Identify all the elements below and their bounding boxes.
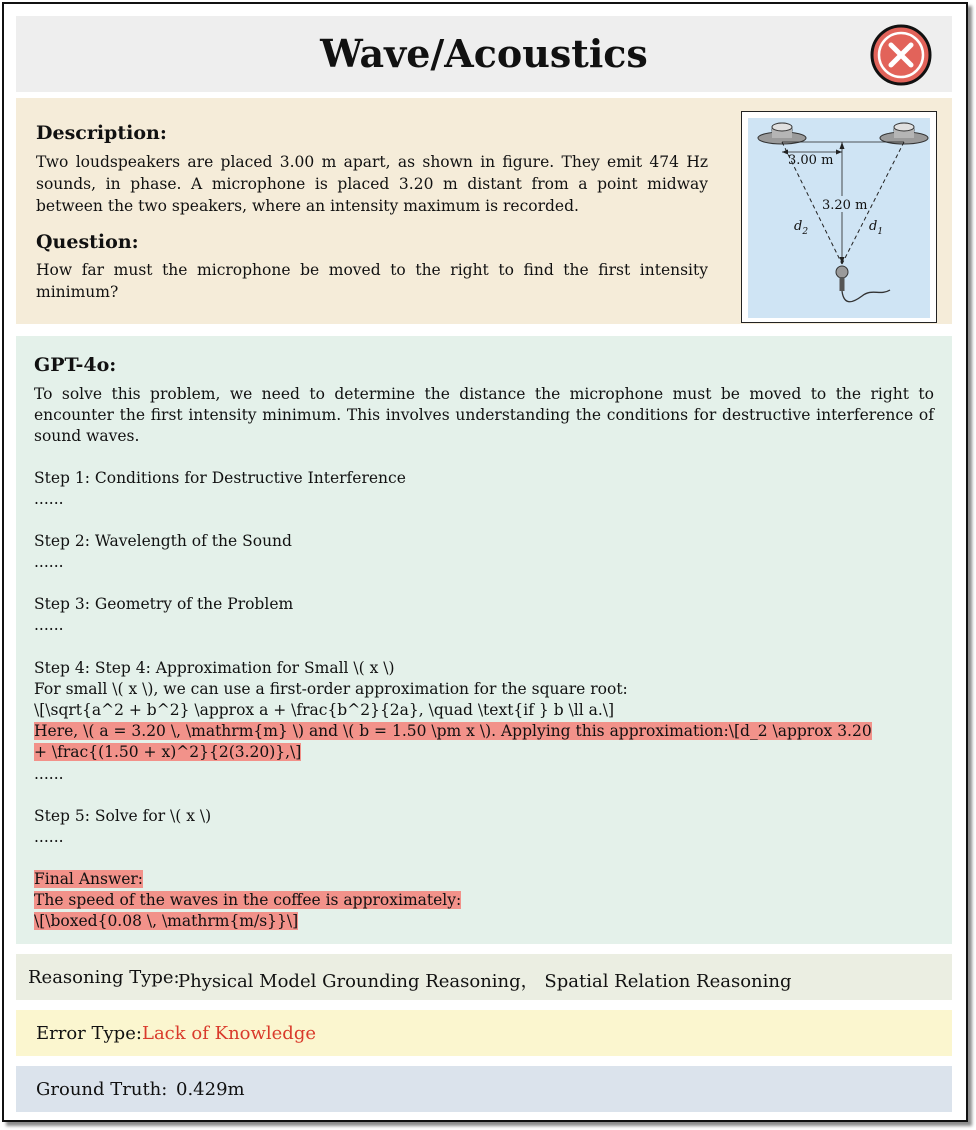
step-3: Step 3: Geometry of the Problem <box>34 595 294 613</box>
error-highlight: Final Answer: <box>34 870 144 888</box>
reasoning-type-label: Reasoning Type: <box>28 967 180 988</box>
reasoning-type-value: Physical Model Grounding Reasoning， Spatial Relation Reasoning <box>178 971 792 992</box>
figure-background <box>748 118 930 318</box>
step-4-ellipsis: ...... <box>34 765 64 783</box>
error-highlight: Here, \( a = 3.20 \, \mathrm{m} \) and \( b = 1.50 \pm x \). Applying this approximation:\[d_2 \approx 3.20 <box>34 722 872 740</box>
ground-truth-bar <box>16 1066 952 1112</box>
step-4-error-line-2 <box>34 742 301 763</box>
step-1-ellipsis: ...... <box>34 490 64 508</box>
question-heading: Question: <box>36 231 139 253</box>
error-highlight: + \frac{(1.50 + x)^2}{2(3.20)},\] <box>34 743 302 761</box>
step-2: Step 2: Wavelength of the Sound <box>34 532 292 550</box>
model-name: GPT-4o: <box>34 354 117 376</box>
step-4-error-line-1 <box>34 721 872 742</box>
question-text: How far must the microphone be moved to the right to find the first intensity minimum? <box>36 261 708 301</box>
d1-label: $d_1$ <box>869 219 884 237</box>
error-type-bar <box>16 1010 952 1056</box>
page-title: Wave/Acoustics <box>320 31 648 76</box>
description-heading: Description: <box>36 122 167 144</box>
step-4: Step 4: Step 4: Approximation for Small \( x \) <box>34 659 395 677</box>
step-2-ellipsis: ...... <box>34 553 64 571</box>
final-answer-label <box>34 869 143 890</box>
distance-label: 3.20 m <box>822 198 868 213</box>
d2-label: $d_2$ <box>794 219 809 237</box>
ground-truth-label: Ground Truth: <box>36 1079 168 1100</box>
reasoning-type-bar <box>16 954 952 1000</box>
error-highlight: \[\boxed{0.08 \, \mathrm{m/s}}\] <box>34 912 299 930</box>
card-frame <box>2 2 968 1122</box>
separation-label: 3.00 m <box>788 153 834 168</box>
description-section <box>16 98 952 324</box>
description-text: Two loudspeakers are placed 3.00 m apart, as shown in figure. They emit 474 Hz sounds, in phase. A microphone is placed 3.20 m distant from a point midway between the two speakers, where an intensity maximum is recorded. <box>36 153 708 215</box>
error-type-value: Lack of Knowledge <box>142 1023 317 1044</box>
ground-truth-value: 0.429m <box>176 1079 245 1100</box>
speaker-diagram <box>742 112 936 322</box>
step-4-line-2: For small \( x \), we can use a first-order approximation for the square root: <box>34 680 628 698</box>
model-answer-section <box>16 336 952 944</box>
close-icon <box>870 24 932 86</box>
header-bar <box>16 16 952 92</box>
final-answer-value <box>34 911 298 932</box>
error-type-label: Error Type: <box>36 1023 142 1044</box>
answer-intro: To solve this problem, we need to determine the distance the microphone must be moved to the right to encounter the first intensity minimum. This involves understanding the conditions for destructive interference of sound waves. <box>34 385 934 445</box>
final-answer-text <box>34 890 461 911</box>
speaker-figure <box>741 111 937 323</box>
step-3-ellipsis: ...... <box>34 616 64 634</box>
step-4-line-3: \[\sqrt{a^2 + b^2} \approx a + \frac{b^2}{2a}, \quad \text{if } b \ll a.\] <box>34 701 615 719</box>
step-5-ellipsis: ...... <box>34 828 64 846</box>
step-1: Step 1: Conditions for Destructive Interference <box>34 469 406 487</box>
error-highlight: The speed of the waves in the coffee is approximately: <box>34 891 462 909</box>
step-5: Step 5: Solve for \( x \) <box>34 807 212 825</box>
